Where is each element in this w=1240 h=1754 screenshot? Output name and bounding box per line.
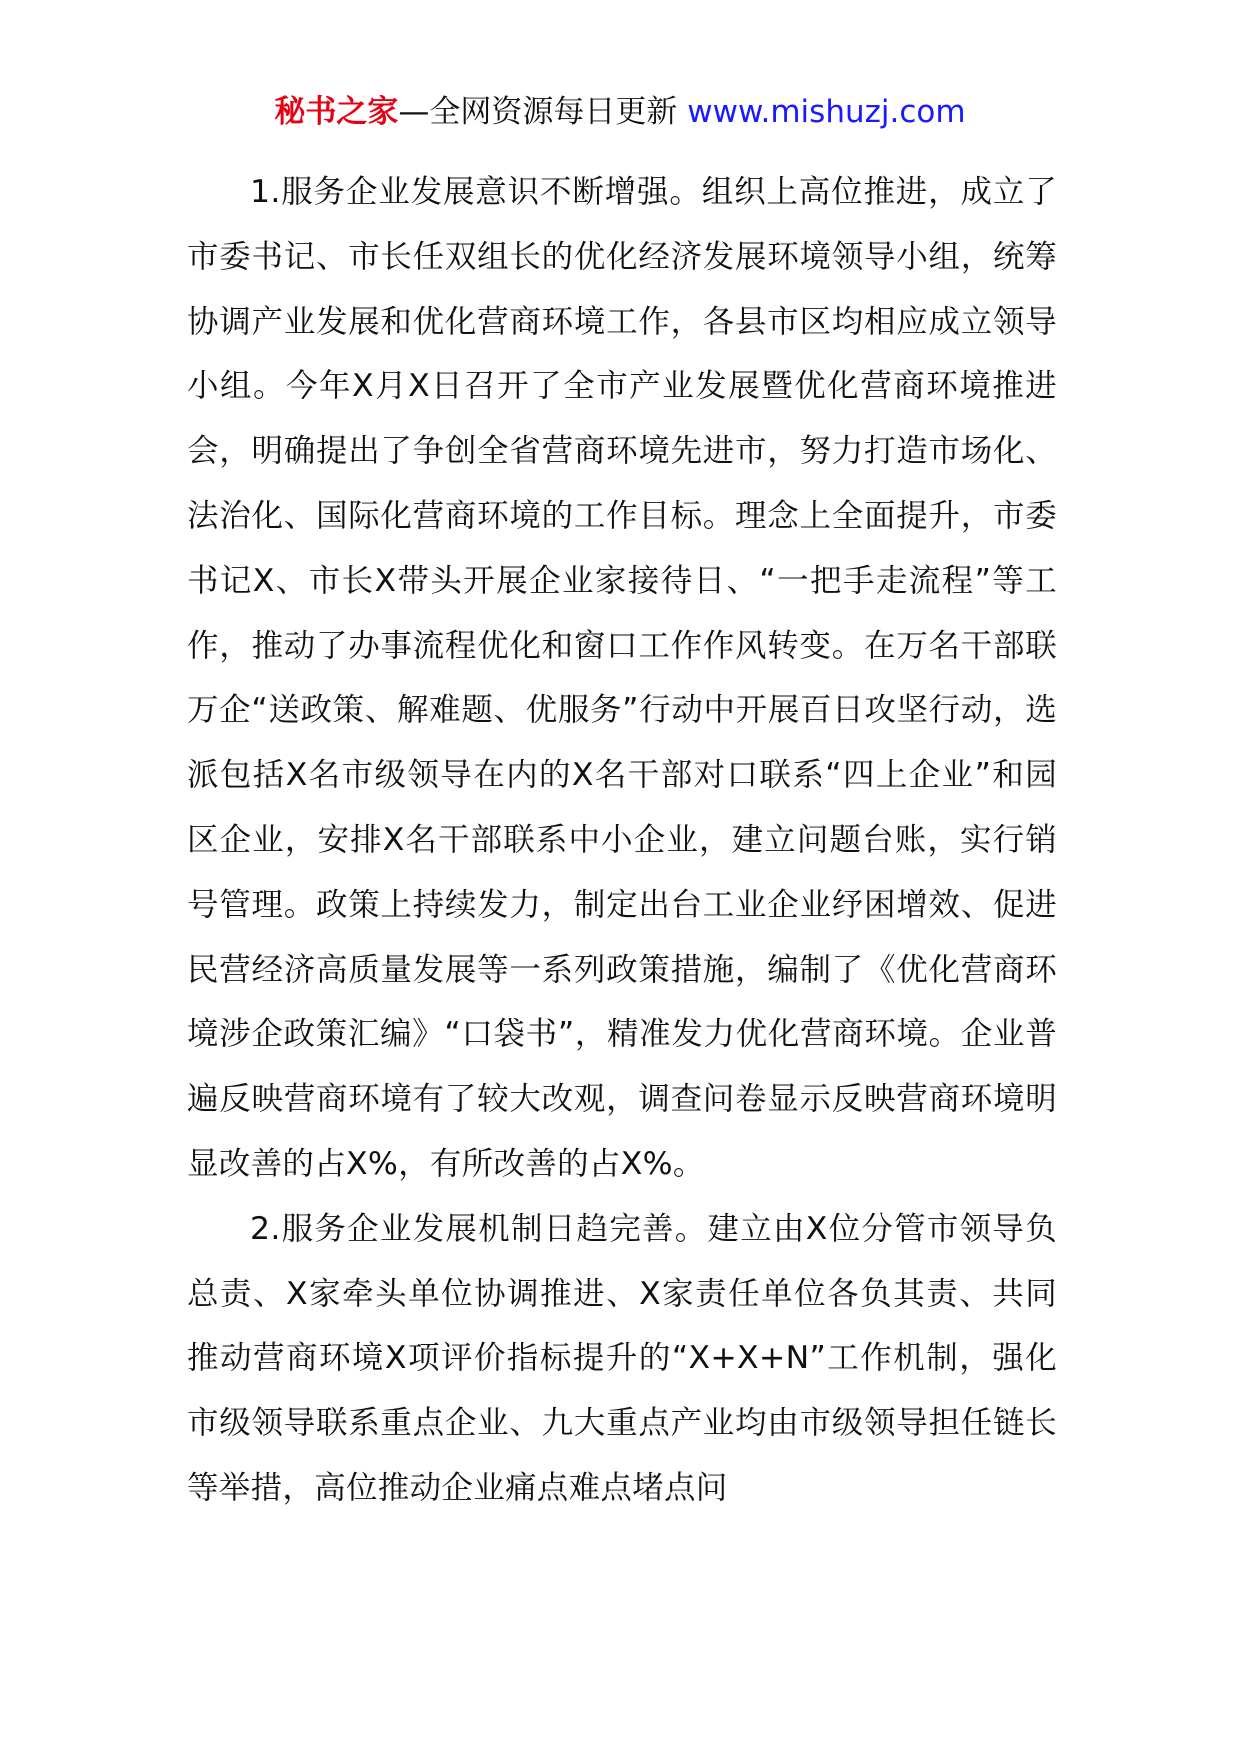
site-header [0,92,1240,132]
header-tagline: —全网资源每日更新 [398,94,688,130]
paragraph-1: 1.服务企业发展意识不断增强。组织上高位推进，成立了市委书记、市长任双组长的优化经济发展环境领导小组，统筹协调产业发展和优化营商环境工作，各县市区均相应成立领导小组。今年X月X日召开了全市产业发展暨优化营商环境推进会，明确提出了争创全省营商环境先进市，努力打造市场化、法治化、国际化营商环境的工作目标。理念上全面提升，市委书记X、市长X带头开展企业家接待日、“一把手走流程”等工作，推动了办事流程优化和窗口工作作风转变。在万名干部联万企“送政策、解难题、优服务”行动中开展百日攻坚行动，选派包括X名市级领导在内的X名干部对口联系“四上企业”和园区企业，安排X名干部联系中小企业，建立问题台账，实行销号管理。政策上持续发力，制定出台工业企业纾困增效、促进民营经济高质量发展等一系列政策措施，编制了《优化营商环境涉企政策汇编》“口袋书”，精准发力优化营商环境。企业普遍反映营商环境有了较大改观，调查问卷显示反映营商环境明显改善的占X%，有所改善的占X%。 [187,174,1057,1182]
paragraph-2: 2.服务企业发展机制日趋完善。建立由X位分管市领导负总责、X家牵头单位协调推进、X家责任单位各负其责、共同推动营商环境X项评价指标提升的“X+X+N”工作机制，强化市级领导联系重点企业、九大重点产业均由市级领导担任链长等举措，高位推动企业痛点难点堵点问 [187,1210,1057,1506]
document-body [187,160,1057,1521]
site-url[interactable]: www.mishuzj.com [687,94,966,130]
brand-name: 秘书之家 [274,94,399,130]
